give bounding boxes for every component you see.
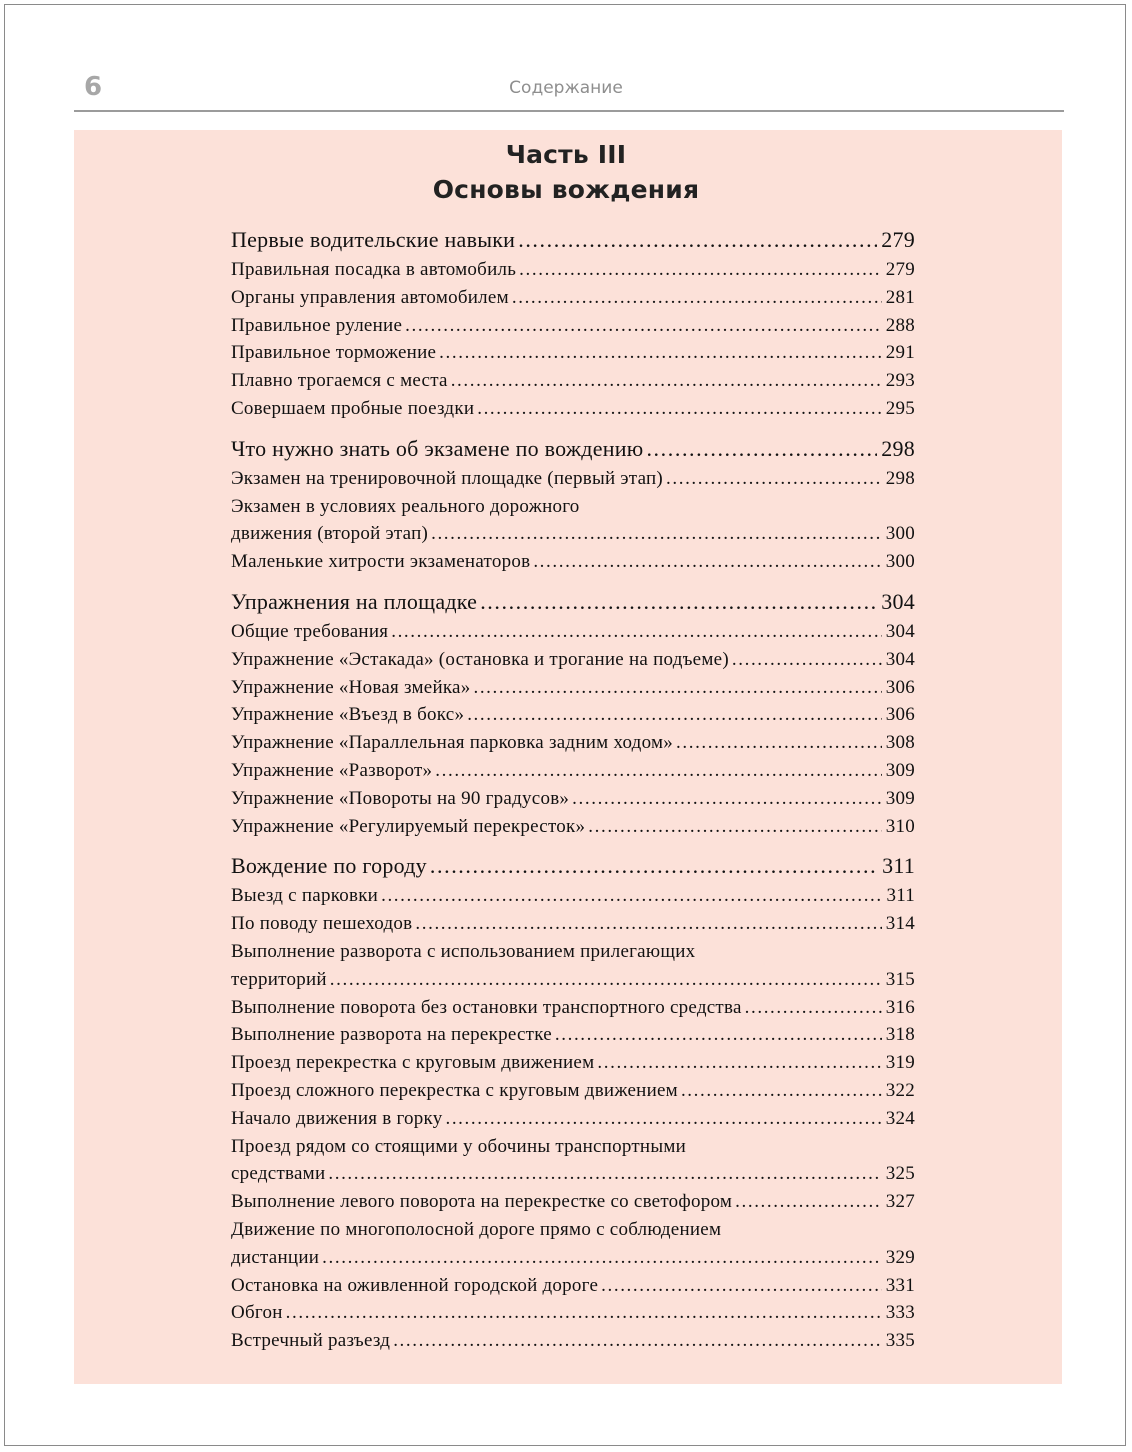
toc-entry-title-line1: Выполнение разворота с использованием прилегающих xyxy=(231,940,696,962)
leader-dots xyxy=(681,1077,882,1105)
toc-page-number: 300 xyxy=(885,551,915,573)
toc-page-number: 333 xyxy=(885,1302,915,1324)
toc-page-number: 314 xyxy=(885,913,915,935)
toc-entry-title: Правильное руление xyxy=(231,314,403,336)
toc-entry xyxy=(231,1299,915,1327)
toc-entry xyxy=(231,493,915,549)
leader-dots xyxy=(405,312,882,340)
toc-page-number: 325 xyxy=(885,1163,915,1185)
leader-dots xyxy=(393,1327,882,1355)
toc-entry xyxy=(231,367,915,395)
leader-dots xyxy=(439,339,882,367)
leader-dots xyxy=(330,966,882,994)
toc-entry-title-line1: Экзамен в условиях реального дорожного xyxy=(231,495,580,517)
toc-entry-line2 xyxy=(231,1160,915,1188)
toc-entry xyxy=(231,994,915,1022)
toc-entry-title: Общие требования xyxy=(231,620,389,642)
leader-dots xyxy=(666,465,882,493)
toc-entry-title: По поводу пешеходов xyxy=(231,913,413,935)
toc-page-number: 279 xyxy=(885,259,915,280)
leader-dots xyxy=(519,256,882,284)
leader-dots xyxy=(533,548,881,576)
toc-entry xyxy=(231,618,915,646)
toc-page-number: 324 xyxy=(885,1107,915,1129)
toc-section xyxy=(231,850,915,882)
toc-entry xyxy=(231,882,915,910)
toc-entry-title-line2: территорий xyxy=(231,968,327,990)
toc-page-number: 311 xyxy=(882,853,915,879)
toc-entry xyxy=(231,785,915,813)
toc-entry xyxy=(231,1105,915,1133)
toc-entry-title: Упражнение «Регулируемый перекресток» xyxy=(231,815,586,837)
toc-entry xyxy=(231,729,915,757)
toc-page-number: 304 xyxy=(881,588,915,614)
toc-page-number: 310 xyxy=(885,815,915,837)
toc-entry xyxy=(231,339,915,367)
toc-entry xyxy=(231,701,915,729)
leader-dots xyxy=(735,1188,882,1216)
toc-entry-title: Упражнение «Повороты на 90 градусов» xyxy=(231,787,570,809)
toc-entry-title: Остановка на оживленной городской дороге xyxy=(231,1274,599,1296)
toc-entry xyxy=(231,1188,915,1216)
toc-entry-title: Экзамен на тренировочной площадке (первый этап) xyxy=(231,467,664,489)
toc-page-number: 293 xyxy=(885,370,915,392)
part-label: Часть III xyxy=(505,140,627,169)
leader-dots xyxy=(322,1244,882,1272)
toc-entry xyxy=(231,256,915,284)
toc-page-number: 281 xyxy=(885,286,915,308)
toc-entry xyxy=(231,1327,915,1355)
toc-entry-title: Упражнение «Разворот» xyxy=(231,759,433,781)
leader-dots xyxy=(435,757,881,785)
leader-dots xyxy=(601,1272,882,1300)
leader-dots xyxy=(473,674,881,702)
toc-entry-title: Упражнение «Въезд в бокс» xyxy=(231,704,465,726)
toc-entry xyxy=(231,465,915,493)
toc-entry xyxy=(231,548,915,576)
toc-entry xyxy=(231,1021,915,1049)
toc-entry-title: Выполнение разворота на перекрестке xyxy=(231,1024,552,1046)
toc-entry-title: Органы управления автомобилем xyxy=(231,286,509,308)
toc-entry-title: Проезд сложного перекрестка с круговым движением xyxy=(231,1079,678,1101)
toc-section xyxy=(231,224,915,256)
leader-dots xyxy=(445,1105,881,1133)
toc-entry-title: Упражнение «Эстакада» (остановка и трогание на подъеме) xyxy=(231,648,729,670)
toc-entry xyxy=(231,1133,915,1189)
table-of-contents xyxy=(231,224,915,1355)
leader-dots xyxy=(555,1021,882,1049)
toc-page-number: 309 xyxy=(885,759,915,781)
toc-page-number: 306 xyxy=(885,676,915,698)
toc-section xyxy=(231,433,915,465)
toc-entry xyxy=(231,284,915,312)
part-title: Основы вождения xyxy=(432,175,700,204)
toc-entry-title: Проезд перекрестка с круговым движением xyxy=(231,1052,595,1074)
toc-page-number: 306 xyxy=(885,704,915,726)
toc-entry-line2 xyxy=(231,520,915,548)
leader-dots xyxy=(745,994,882,1022)
toc-page-number: 291 xyxy=(885,342,915,364)
toc-entry-title: Обгон xyxy=(231,1302,283,1324)
toc-page-number: 300 xyxy=(885,523,915,545)
toc-page-number: 315 xyxy=(885,968,915,990)
toc-entry-title: Совершаем пробные поездки xyxy=(231,397,475,419)
toc-page-number: 279 xyxy=(881,227,915,252)
leader-dots xyxy=(518,224,877,256)
toc-entry-title-line1: Движение по многополосной дороге прямо с соблюдением xyxy=(231,1218,722,1240)
toc-page-number: 329 xyxy=(885,1246,915,1268)
toc-section-title: Что нужно знать об экзамене по вождению xyxy=(231,435,644,461)
toc-entry xyxy=(231,1272,915,1300)
toc-page-number: 319 xyxy=(885,1052,915,1074)
toc-entry xyxy=(231,674,915,702)
toc-entry-title: Выезд с парковки xyxy=(231,885,379,907)
leader-dots xyxy=(477,395,882,423)
toc-entry-title: Упражнение «Новая змейка» xyxy=(231,676,471,698)
toc-entry xyxy=(231,1049,915,1077)
toc-entry xyxy=(231,757,915,785)
leader-dots xyxy=(512,284,882,312)
toc-entry-title: Выполнение левого поворота на перекрестке со светофором xyxy=(231,1191,733,1213)
toc-entry xyxy=(231,395,915,423)
toc-page-number: 304 xyxy=(885,648,915,670)
toc-entry-title-line2: движения (второй этап) xyxy=(231,523,429,545)
toc-entry xyxy=(231,938,915,994)
leader-dots xyxy=(286,1299,882,1327)
leader-dots xyxy=(732,646,882,674)
toc-entry xyxy=(231,1216,915,1272)
toc-page-number: 331 xyxy=(885,1274,915,1296)
toc-entry xyxy=(231,646,915,674)
toc-page-number: 318 xyxy=(885,1024,915,1046)
toc-page-number: 304 xyxy=(885,620,915,642)
leader-dots xyxy=(467,701,882,729)
header-divider xyxy=(74,110,1064,112)
leader-dots xyxy=(588,813,881,841)
toc-entry xyxy=(231,1077,915,1105)
toc-section-title: Первые водительские навыки xyxy=(231,227,516,252)
toc-entry-title: Встречный разъезд xyxy=(231,1330,391,1352)
running-head: Содержание xyxy=(509,78,623,98)
toc-page-number: 295 xyxy=(885,397,915,419)
toc-entry-title-line2: дистанции xyxy=(231,1246,320,1268)
toc-entry-line2 xyxy=(231,966,915,994)
leader-dots xyxy=(646,433,877,465)
toc-entry-title: Плавно трогаемся с места xyxy=(231,370,448,392)
leader-dots xyxy=(381,882,882,910)
toc-entry-title: Выполнение поворота без остановки транспортного средства xyxy=(231,996,742,1018)
leader-dots xyxy=(480,586,877,618)
leader-dots xyxy=(676,729,882,757)
toc-entry-title: Начало движения в горку xyxy=(231,1107,443,1129)
leader-dots xyxy=(430,850,878,882)
toc-entry-title: Правильное торможение xyxy=(231,342,437,364)
leader-dots xyxy=(415,910,881,938)
leader-dots xyxy=(328,1160,881,1188)
leader-dots xyxy=(597,1049,881,1077)
page-number: 6 xyxy=(84,72,103,102)
toc-entry xyxy=(231,813,915,841)
toc-page-number: 308 xyxy=(885,732,915,754)
toc-section xyxy=(231,586,915,618)
leader-dots xyxy=(451,367,882,395)
toc-entry-title: Маленькие хитрости экзаменаторов xyxy=(231,551,531,573)
toc-page-number: 288 xyxy=(885,314,915,336)
toc-page-number: 335 xyxy=(885,1330,915,1352)
leader-dots xyxy=(431,520,882,548)
toc-page-number: 309 xyxy=(885,787,915,809)
toc-entry-title-line1: Проезд рядом со стоящими у обочины транспортными xyxy=(231,1135,687,1157)
toc-entry-title: Правильная посадка в автомобиль xyxy=(231,259,517,280)
toc-page-number: 311 xyxy=(886,885,915,907)
toc-page-number: 316 xyxy=(885,996,915,1018)
toc-section-title: Вождение по городу xyxy=(231,853,427,879)
toc-page-number: 298 xyxy=(885,467,915,489)
toc-page-number: 322 xyxy=(885,1079,915,1101)
leader-dots xyxy=(391,618,882,646)
toc-page-number: 298 xyxy=(881,435,915,461)
toc-entry-line2 xyxy=(231,1244,915,1272)
toc-entry-title: Упражнение «Параллельная парковка задним ходом» xyxy=(231,732,674,754)
toc-entry-title-line2: средствами xyxy=(231,1163,326,1185)
leader-dots xyxy=(572,785,882,813)
toc-page-number: 327 xyxy=(885,1191,915,1213)
toc-entry xyxy=(231,910,915,938)
toc-section-title: Упражнения на площадке xyxy=(231,588,478,614)
toc-entry xyxy=(231,312,915,340)
